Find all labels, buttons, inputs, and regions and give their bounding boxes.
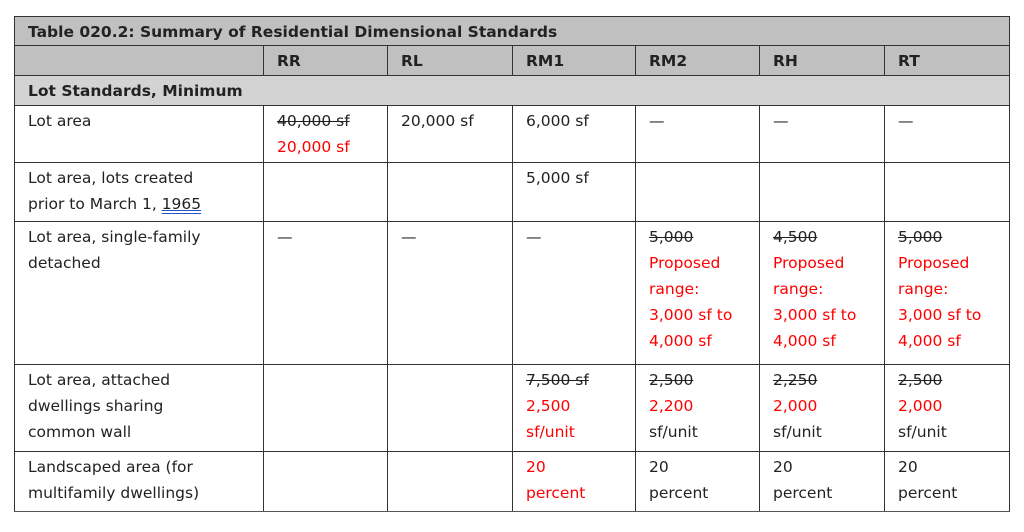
cell-rm2 bbox=[636, 163, 760, 222]
proposed-value: 4,000 sf bbox=[898, 332, 961, 350]
cell-rl bbox=[388, 452, 513, 512]
cell-rh bbox=[760, 163, 885, 222]
proposed-value: range: bbox=[898, 280, 949, 298]
table-row bbox=[15, 106, 1010, 163]
cell-value: — bbox=[401, 228, 417, 246]
proposed-value: 3,000 sf to bbox=[773, 306, 857, 324]
cell-value: 6,000 sf bbox=[526, 112, 589, 130]
cell-rt bbox=[885, 163, 1010, 222]
deleted-value: 5,000 bbox=[898, 228, 943, 246]
column-header-rm1: RM1 bbox=[513, 46, 636, 76]
proposed-value: Proposed bbox=[898, 254, 970, 272]
cell-rh bbox=[760, 365, 885, 452]
table-row bbox=[15, 163, 1010, 222]
cell-rr bbox=[264, 222, 388, 365]
deleted-value: 4,500 bbox=[773, 228, 818, 246]
cell-rh bbox=[760, 106, 885, 163]
row-label bbox=[15, 452, 264, 512]
cell-value: 20 bbox=[898, 458, 918, 476]
proposed-value: Proposed bbox=[649, 254, 721, 272]
column-header-row bbox=[15, 46, 1010, 76]
cell-rh bbox=[760, 222, 885, 365]
column-header-rm2: RM2 bbox=[636, 46, 760, 76]
cell-value: — bbox=[898, 112, 914, 130]
underlined-year: 1965 bbox=[161, 195, 202, 213]
cell-rl bbox=[388, 365, 513, 452]
cell-value: 5,000 sf bbox=[526, 169, 589, 187]
cell-value: — bbox=[773, 112, 789, 130]
proposed-value: range: bbox=[773, 280, 824, 298]
cell-value: percent bbox=[898, 484, 958, 502]
deleted-value: 40,000 sf bbox=[277, 112, 350, 130]
row-label-line: Lot area bbox=[28, 112, 92, 130]
deleted-value: 7,500 sf bbox=[526, 371, 589, 389]
cell-rl bbox=[388, 222, 513, 365]
cell-rt bbox=[885, 222, 1010, 365]
row-label bbox=[15, 365, 264, 452]
deleted-value: 2,250 bbox=[773, 371, 818, 389]
cell-value: sf/unit bbox=[649, 423, 698, 441]
proposed-value: 2,000 bbox=[773, 397, 818, 415]
row-label bbox=[15, 163, 264, 222]
cell-value: sf/unit bbox=[773, 423, 822, 441]
cell-rm1 bbox=[513, 106, 636, 163]
cell-rm1 bbox=[513, 365, 636, 452]
proposed-value: 2,500 bbox=[526, 397, 571, 415]
table-title: Table 020.2: Summary of Residential Dimensional Standards bbox=[15, 17, 1010, 46]
cell-rm1 bbox=[513, 222, 636, 365]
column-header-rt: RT bbox=[885, 46, 1010, 76]
deleted-value: 5,000 bbox=[649, 228, 694, 246]
proposed-value: 3,000 sf to bbox=[649, 306, 733, 324]
cell-value: — bbox=[526, 228, 542, 246]
residential-dimensional-standards-table bbox=[14, 16, 1010, 512]
section-title: Lot Standards, Minimum bbox=[15, 76, 1010, 106]
row-label-line: Landscaped area (for bbox=[28, 458, 193, 476]
proposed-value: 2,000 bbox=[898, 397, 943, 415]
cell-rr bbox=[264, 163, 388, 222]
cell-rm1 bbox=[513, 163, 636, 222]
cell-rt bbox=[885, 106, 1010, 163]
cell-value: 20 bbox=[773, 458, 793, 476]
cell-value: — bbox=[649, 112, 665, 130]
cell-rr bbox=[264, 365, 388, 452]
cell-value: sf/unit bbox=[898, 423, 947, 441]
row-label bbox=[15, 222, 264, 365]
proposed-value: sf/unit bbox=[526, 423, 575, 441]
table-row bbox=[15, 365, 1010, 452]
proposed-value: 20,000 sf bbox=[277, 138, 350, 156]
proposed-value: 4,000 sf bbox=[773, 332, 836, 350]
table-body bbox=[15, 106, 1010, 512]
proposed-value: 3,000 sf to bbox=[898, 306, 982, 324]
row-label-line: detached bbox=[28, 254, 101, 272]
cell-rr bbox=[264, 106, 388, 163]
cell-rh bbox=[760, 452, 885, 512]
column-header-rr: RR bbox=[264, 46, 388, 76]
column-header-blank bbox=[15, 46, 264, 76]
row-label-line: multifamily dwellings) bbox=[28, 484, 200, 502]
cell-value: 20,000 sf bbox=[401, 112, 474, 130]
row-label-line: Lot area, single-family bbox=[28, 228, 201, 246]
cell-value: percent bbox=[649, 484, 709, 502]
proposed-value: Proposed bbox=[773, 254, 845, 272]
proposed-value: range: bbox=[649, 280, 700, 298]
cell-rm2 bbox=[636, 222, 760, 365]
row-label-line: Lot area, lots created bbox=[28, 169, 194, 187]
cell-rt bbox=[885, 365, 1010, 452]
column-header-rl: RL bbox=[388, 46, 513, 76]
cell-rr bbox=[264, 452, 388, 512]
cell-rl bbox=[388, 163, 513, 222]
cell-rm1 bbox=[513, 452, 636, 512]
table-row bbox=[15, 222, 1010, 365]
cell-value: 20 bbox=[649, 458, 669, 476]
table-row bbox=[15, 452, 1010, 512]
proposed-value: 4,000 sf bbox=[649, 332, 712, 350]
proposed-value: percent bbox=[526, 484, 586, 502]
row-label bbox=[15, 106, 264, 163]
section-header-row bbox=[15, 76, 1010, 106]
proposed-value: 20 bbox=[526, 458, 546, 476]
cell-rm2 bbox=[636, 452, 760, 512]
cell-value: — bbox=[277, 228, 293, 246]
cell-value: percent bbox=[773, 484, 833, 502]
proposed-value: 2,200 bbox=[649, 397, 694, 415]
cell-rt bbox=[885, 452, 1010, 512]
row-label-line: common wall bbox=[28, 423, 132, 441]
row-label-line: Lot area, attached bbox=[28, 371, 171, 389]
table-title-row bbox=[15, 17, 1010, 46]
row-label-line: prior to March 1, 1965 bbox=[28, 195, 202, 213]
column-header-rh: RH bbox=[760, 46, 885, 76]
cell-rm2 bbox=[636, 365, 760, 452]
deleted-value: 2,500 bbox=[898, 371, 943, 389]
cell-rl bbox=[388, 106, 513, 163]
deleted-value: 2,500 bbox=[649, 371, 694, 389]
cell-rm2 bbox=[636, 106, 760, 163]
row-label-line: dwellings sharing bbox=[28, 397, 164, 415]
